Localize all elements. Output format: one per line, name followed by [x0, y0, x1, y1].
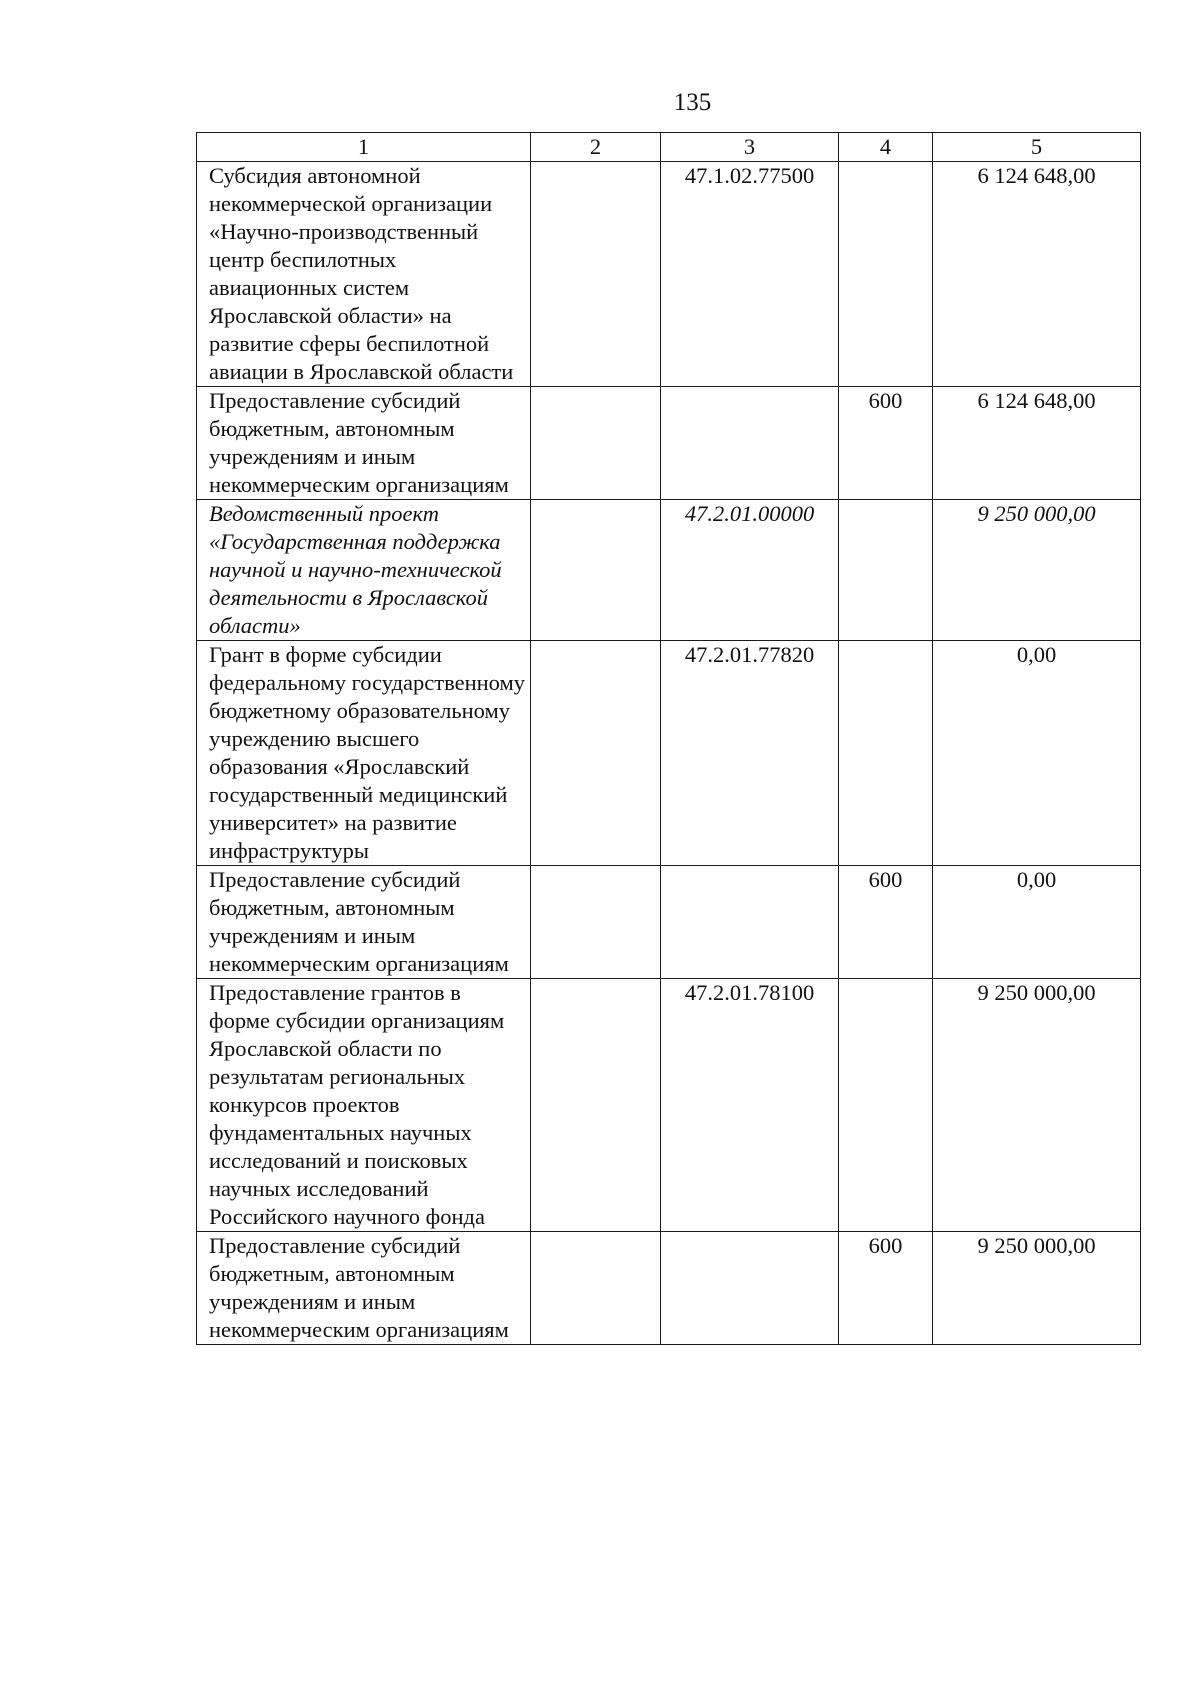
row-name: Предоставление субсидий бюджетным, автономным учреждениям и иным некоммерческим организациям: [197, 1232, 531, 1345]
row-code: 47.2.01.00000: [661, 500, 839, 641]
page-number: 135: [673, 89, 712, 116]
row-code: 47.2.01.77820: [661, 641, 839, 866]
row-amount: 9 250 000,00: [933, 500, 1141, 641]
row-amount: 9 250 000,00: [933, 1232, 1141, 1345]
row-name: Предоставление субсидий бюджетным, автономным учреждениям и иным некоммерческим организациям: [197, 387, 531, 500]
column-header-5: 5: [933, 133, 1141, 162]
row-amount: 0,00: [933, 866, 1141, 979]
row-type: [839, 162, 933, 387]
table-row: [197, 866, 1141, 979]
row-type: [839, 641, 933, 866]
row-type: 600: [839, 866, 933, 979]
column-header-1: 1: [197, 133, 531, 162]
row-col2: [531, 1232, 661, 1345]
row-amount: 6 124 648,00: [933, 387, 1141, 500]
row-name: Предоставление субсидий бюджетным, автономным учреждениям и иным некоммерческим организациям: [197, 866, 531, 979]
row-col2: [531, 162, 661, 387]
row-col2: [531, 979, 661, 1232]
row-col2: [531, 387, 661, 500]
row-code: 47.2.01.78100: [661, 979, 839, 1232]
row-type: 600: [839, 387, 933, 500]
row-col2: [531, 641, 661, 866]
table-header-row: [197, 133, 1141, 162]
row-type: 600: [839, 1232, 933, 1345]
column-header-4: 4: [839, 133, 933, 162]
table-row: [197, 162, 1141, 387]
table-row: [197, 979, 1141, 1232]
row-amount: 6 124 648,00: [933, 162, 1141, 387]
row-name: Предоставление грантов в форме субсидии организациям Ярославской области по результатам региональных конкурсов проектов фундаментальных научных исследований и поисковых научных исследований Российского научного фонда: [197, 979, 531, 1232]
row-amount: 9 250 000,00: [933, 979, 1141, 1232]
table-row: [197, 1232, 1141, 1345]
row-amount: 0,00: [933, 641, 1141, 866]
column-header-2: 2: [531, 133, 661, 162]
table-row: [197, 500, 1141, 641]
row-code: [661, 387, 839, 500]
row-code: [661, 866, 839, 979]
row-type: [839, 979, 933, 1232]
row-code: 47.1.02.77500: [661, 162, 839, 387]
row-col2: [531, 866, 661, 979]
table-row: [197, 387, 1141, 500]
row-name: Ведомственный проект «Государственная поддержка научной и научно-технической деятельности в Ярославской области»: [197, 500, 531, 641]
row-name: Субсидия автономной некоммерческой организации «Научно-производственный центр беспилотных авиационных систем Ярославской области» на развитие сферы беспилотной авиации в Ярославской области: [197, 162, 531, 387]
row-type: [839, 500, 933, 641]
budget-table: [196, 132, 1141, 1345]
table-row: [197, 641, 1141, 866]
row-name: Грант в форме субсидии федеральному государственному бюджетному образовательному учреждению высшего образования «Ярославский государственный медицинский университет» на развитие инфраструктуры: [197, 641, 531, 866]
row-col2: [531, 500, 661, 641]
row-code: [661, 1232, 839, 1345]
column-header-3: 3: [661, 133, 839, 162]
